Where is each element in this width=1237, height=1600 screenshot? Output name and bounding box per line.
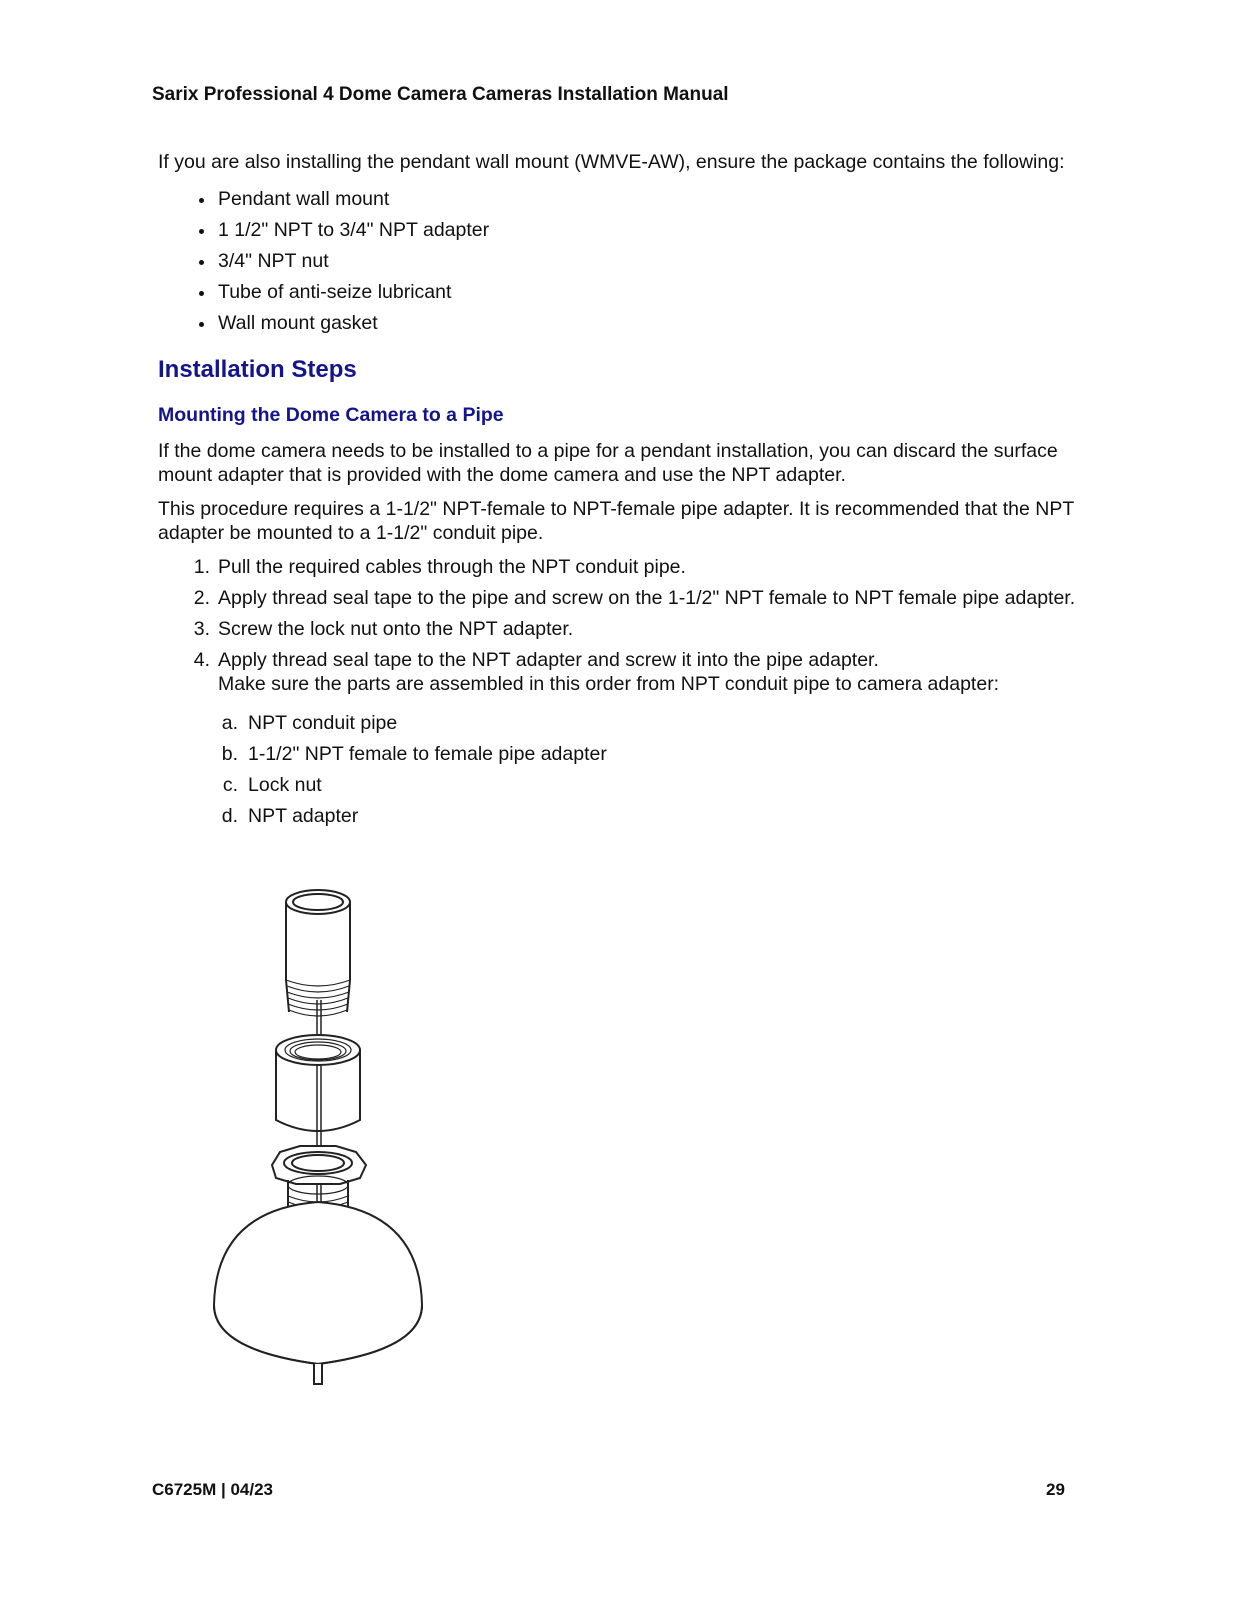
step-item xyxy=(193,617,1088,641)
sub-step-letter: c. xyxy=(222,774,238,796)
step-text: Pull the required cables through the NPT conduit pipe. xyxy=(218,556,686,578)
sub-step-text: 1-1/2" NPT female to female pipe adapter xyxy=(248,743,607,765)
list-item: Tube of anti-seize lubricant xyxy=(218,277,1088,308)
step-number: 3. xyxy=(193,618,210,640)
sub-step-item xyxy=(221,739,1088,770)
body-paragraph: If the dome camera needs to be installed to a pipe for a pendant installation, you can discard the surface mount adapter that is provided with the dome camera and use the NPT adapter. xyxy=(158,440,1058,486)
step-item xyxy=(193,586,1088,610)
step-text: Screw the lock nut onto the NPT adapter. xyxy=(218,618,574,640)
list-item: 3/4" NPT nut xyxy=(218,246,1088,277)
footer-doc-id: C6725M | 04/23 xyxy=(152,1480,274,1499)
step-number: 2. xyxy=(193,587,210,609)
list-item: Pendant wall mount xyxy=(218,184,1088,215)
step-text: Apply thread seal tape to the pipe and screw on the 1-1/2" NPT female to NPT female pipe adapter. xyxy=(218,587,1076,609)
sub-step-item xyxy=(221,801,1088,832)
step-item xyxy=(193,555,1088,579)
section-heading: Installation Steps xyxy=(158,356,357,383)
steps-list xyxy=(158,555,1088,832)
step-number: 1. xyxy=(193,556,210,578)
step-item xyxy=(193,648,1088,832)
sub-step-text: NPT conduit pipe xyxy=(248,712,398,734)
sub-step-letter: d. xyxy=(221,805,238,827)
footer-page-number: 29 xyxy=(1046,1480,1065,1499)
step-note: Make sure the parts are assembled in this order from NPT conduit pipe to camera adapter: xyxy=(218,673,1000,695)
list-item: 1 1/2" NPT to 3/4" NPT adapter xyxy=(218,215,1088,246)
assembly-order-list xyxy=(218,708,1088,832)
pipe-assembly-figure xyxy=(200,880,440,1400)
intro-paragraph: If you are also installing the pendant wall mount (WMVE-AW), ensure the package contains the following: xyxy=(158,151,1065,173)
page-content xyxy=(158,150,1088,839)
sub-step-text: Lock nut xyxy=(248,774,322,796)
step-text: Apply thread seal tape to the NPT adapter and screw it into the pipe adapter. xyxy=(218,649,879,671)
pipe-assembly-illustration-icon xyxy=(200,880,440,1400)
body-paragraph: This procedure requires a 1-1/2" NPT-female to NPT-female pipe adapter. It is recommended that the NPT adapter be mounted to a 1-1/2" conduit pipe. xyxy=(158,498,1074,544)
sub-step-item xyxy=(222,770,1088,801)
sub-step-text: NPT adapter xyxy=(248,805,359,827)
list-item: Wall mount gasket xyxy=(218,308,1088,339)
sub-step-letter: a. xyxy=(221,712,238,734)
subsection-heading: Mounting the Dome Camera to a Pipe xyxy=(158,404,504,426)
page-header-title: Sarix Professional 4 Dome Camera Cameras Installation Manual xyxy=(152,84,729,105)
sub-step-item xyxy=(221,708,1088,739)
step-number: 4. xyxy=(193,649,210,671)
package-list xyxy=(158,184,1088,339)
sub-step-letter: b. xyxy=(221,743,238,765)
